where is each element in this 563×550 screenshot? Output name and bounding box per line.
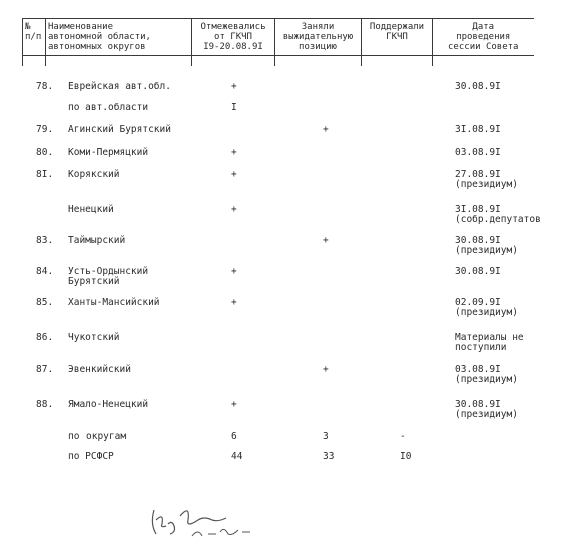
- table-header: [22, 18, 534, 66]
- row-number: 87.: [36, 364, 54, 375]
- row-number: 83.: [36, 235, 54, 246]
- row-session-date: Материалы не поступили: [455, 332, 524, 353]
- row-session-date: 3I.08.9I: [455, 124, 501, 135]
- row-name: Ямало-Ненецкий: [68, 399, 149, 410]
- row-gkchp-mark: +: [231, 204, 237, 215]
- row-number: 84.: [36, 266, 54, 277]
- row-session-date: 3I.08.9I (собр.депутатов: [455, 204, 541, 225]
- row-session-date: 30.08.9I: [455, 81, 501, 92]
- handwritten-signature: [146, 502, 261, 542]
- row-name: Еврейская авт.обл.: [68, 81, 171, 92]
- row-wait-mark: +: [323, 124, 329, 135]
- row-name: Ненецкий: [68, 204, 114, 215]
- row-name: Эвенкийский: [68, 364, 131, 375]
- header-name: Наименование автономной области, автономных округов: [46, 19, 192, 56]
- row-number: 85.: [36, 297, 54, 308]
- row-gkchp-mark: +: [231, 169, 237, 180]
- row-number: 79.: [36, 124, 54, 135]
- row-gkchp-mark: I: [231, 102, 237, 113]
- row-session-date: 03.08.9I (президиум): [455, 364, 518, 385]
- row-gkchp-mark: +: [231, 266, 237, 277]
- totals-prefix: по: [68, 431, 80, 442]
- row-number: 86.: [36, 332, 54, 343]
- row-number: 80.: [36, 147, 54, 158]
- row-session-date: 02.09.9I (президиум): [455, 297, 518, 318]
- row-gkchp-mark: +: [231, 147, 237, 158]
- header-num: № п/п: [23, 19, 46, 56]
- header-wait: Заняли выжидательную позицию: [275, 19, 362, 56]
- row-name: Корякский: [68, 169, 120, 180]
- row-gkchp-mark: +: [231, 81, 237, 92]
- header-gkchp: Отмежевались от ГКЧП I9-20.08.9I: [192, 19, 275, 56]
- row-session-date: 30.08.9I (президиум): [455, 235, 518, 256]
- row-gkchp-mark: +: [231, 297, 237, 308]
- row-session-date: 27.08.9I (президиум): [455, 169, 518, 190]
- row-name: по авт.области: [68, 102, 149, 113]
- row-wait-mark: +: [323, 235, 329, 246]
- row-number: 8I.: [36, 169, 54, 180]
- totals-support: -: [400, 431, 406, 442]
- row-name: Чукотский: [68, 332, 120, 343]
- totals-gkchp: 44: [231, 451, 243, 462]
- row-wait-mark: +: [323, 364, 329, 375]
- totals-label: округам: [86, 431, 127, 442]
- totals-wait: 3: [323, 431, 329, 442]
- row-name: Агинский Бурятский: [68, 124, 171, 135]
- row-session-date: 30.08.9I: [455, 266, 501, 277]
- totals-label: по РСФСР: [68, 451, 114, 462]
- totals-support: I0: [400, 451, 412, 462]
- totals-gkchp: 6: [231, 431, 237, 442]
- row-number: 88.: [36, 399, 54, 410]
- row-name: Усть-Ордынский Бурятский: [68, 266, 149, 287]
- row-session-date: 30.08.9I (президиум): [455, 399, 518, 420]
- header-support: Поддержали ГКЧП: [362, 19, 433, 56]
- row-name: Коми-Пермяцкий: [68, 147, 149, 158]
- header-date: Дата проведения сессии Совета: [433, 19, 534, 56]
- totals-wait: 33: [323, 451, 335, 462]
- row-name: Таймырский: [68, 235, 126, 246]
- row-session-date: 03.08.9I: [455, 147, 501, 158]
- row-gkchp-mark: +: [231, 399, 237, 410]
- row-name: Ханты-Мансийский: [68, 297, 160, 308]
- row-number: 78.: [36, 81, 54, 92]
